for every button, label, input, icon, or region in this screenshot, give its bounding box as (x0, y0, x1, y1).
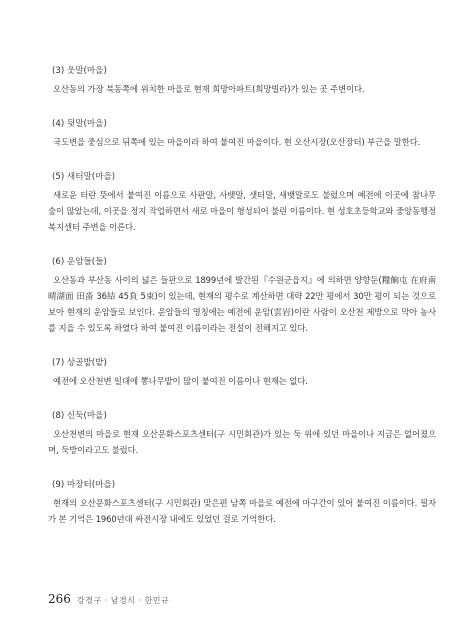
section-majangteo (48, 478, 436, 527)
section-sinduk (48, 409, 436, 458)
section-heading: (7) 상골밭(밭) (52, 358, 107, 368)
page-footer (48, 592, 169, 608)
section-heading: (4) 뒷말(마을) (52, 119, 107, 129)
page-content (48, 64, 436, 547)
section-paragraph: 오산천변의 마을로 현재 오산문화스포츠센터(구 시민회관)가 있는 둑 위에 있던 마을이나 지금은 없어졌으며, 둑방이라고도 불렀다. (48, 429, 436, 455)
section-sanggolbat (48, 356, 436, 389)
section-paragraph: 국도변을 중심으로 뒤쪽에 있는 마을이라 하여 붙여진 마을이다. 현 오산시장(오산장터) 부근을 말한다. (53, 137, 421, 147)
section-dwitmal (48, 117, 436, 150)
section-utmal (48, 64, 436, 97)
section-paragraph: 현재의 오산문화스포츠센터(구 시민회관) 맞은편 남쪽 마을로 예전에 마구간이 있어 붙여진 이름이다. 필자가 본 기억은 1960년대 싸전시장 내에도 있었던 걸로 기억한다. (48, 498, 436, 524)
section-heading: (5) 새터말(마을) (52, 172, 116, 182)
section-heading: (8) 신둑(마을) (52, 411, 107, 421)
footer-authors: 강경구 · 남경식 · 한민규 (76, 596, 170, 605)
section-paragraph: 오산동과 부산동 사이의 넓은 들판으로 1899년에 발간된『수원군읍지』에 의하면 양향둔(糧餉屯 在府南 晴湖面 田畓 36結 45負 5束)이 있는데, 현재의 평수로 계산하면 대략 22만 평에서 30만 평이 되는 것으로 보아 현재의 운암들로 보인다. 운암들의 명칭에는 예전에 운암(雲岩)이란 사람이 오산천 제방으로 막아 농사를 지을 수 있도록 하였다 하여 붙여진 이름이라는 전설이 전해지고 있다. (48, 275, 436, 333)
section-heading: (9) 마장터(마을) (52, 480, 116, 490)
section-paragraph: 오산동의 가장 북동쪽에 위치한 마을로 현재 희망아파트(희망빌라)가 있는 곳 주변이다. (53, 84, 365, 94)
section-paragraph: 새로운 터란 뜻에서 붙여진 이름으로 사판말, 사뱃말, 샛터말, 새뱃말로도 불렀으며 예전에 이곳에 참나무 숲이 많았는데, 이곳을 정지 작업하면서 새로 마을이 형성되어 불린 이름이다. 현 성호초등학교와 중앙동행정복지센터 주변을 이른다. (48, 190, 436, 232)
section-unamdeul (48, 255, 436, 336)
section-paragraph: 예전에 오산천변 일대에 뽕나무밭이 많이 붙여진 이름이나 현재는 없다. (53, 376, 308, 386)
section-heading: (6) 운암들(들) (52, 257, 107, 267)
section-saeteomal (48, 170, 436, 235)
section-heading: (3) 웃말(마을) (52, 66, 107, 76)
page-number: 266 (48, 592, 71, 606)
